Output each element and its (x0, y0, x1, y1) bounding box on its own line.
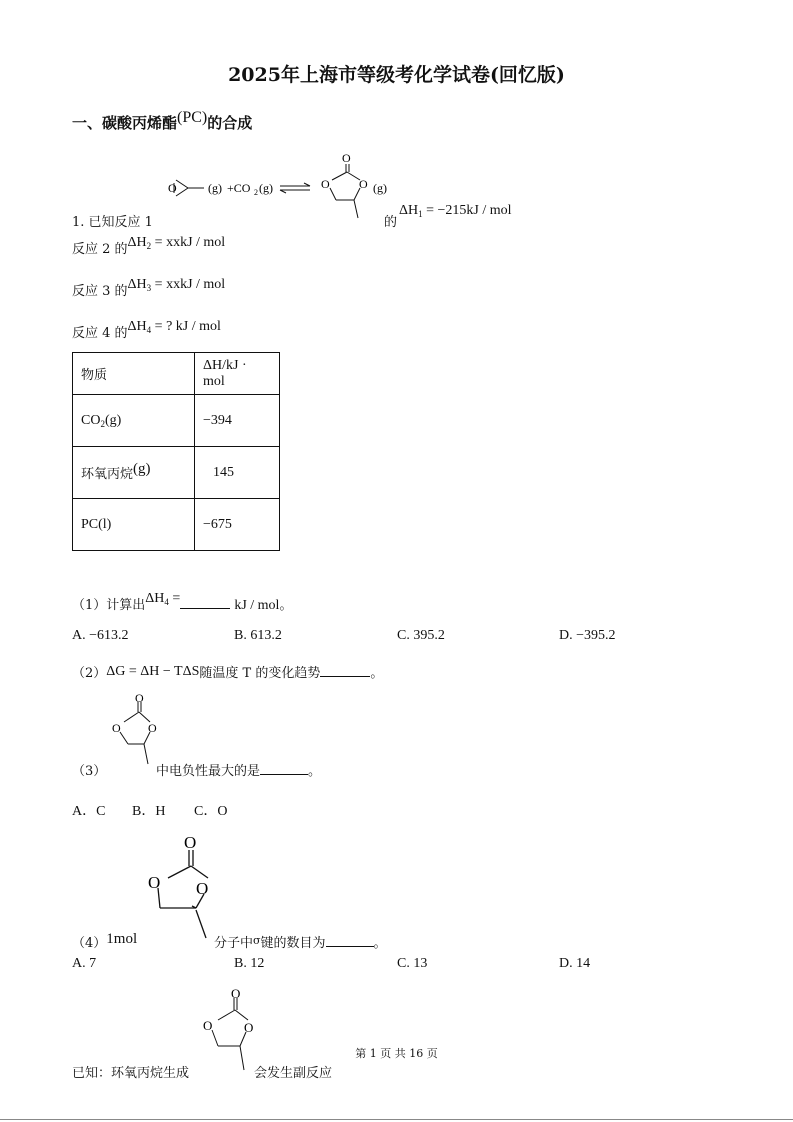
pc-ring-structure (330, 164, 360, 218)
reaction-4-value: = ? kJ / mol (151, 319, 221, 334)
pc-ring-o-left: O (321, 177, 330, 191)
table-row (73, 395, 280, 447)
reaction-2-prefix: 反应 2 的 (72, 242, 128, 257)
substance-state: (l) (98, 516, 112, 532)
reaction-4-line (72, 319, 221, 342)
reaction-4-dh: ΔH (127, 319, 147, 334)
table-cell-value: −675 (195, 499, 280, 551)
reaction-4-sub: 4 (146, 325, 152, 335)
q3-option-b[interactable]: B．H (132, 804, 166, 819)
page-title: 2025年上海市等级考化学试卷(回忆版) (228, 64, 565, 86)
propylene-oxide-structure (174, 180, 204, 196)
table-cell-substance (73, 395, 195, 447)
q2-end: 。 (370, 666, 384, 681)
known-suffix: 会发生副反应 (254, 1066, 333, 1081)
reaction-2-value: = xxkJ / mol (151, 235, 226, 250)
reaction-3-sub: 3 (146, 283, 152, 293)
reaction-3-dh: ΔH (127, 277, 147, 292)
pc-known-o1: O (231, 986, 241, 1001)
substance-state: (g) (133, 460, 151, 477)
pc-known-o3: O (244, 1020, 254, 1035)
equilibrium-arrow-icon (280, 183, 310, 193)
q1-option-d[interactable]: D. −395.2 (559, 628, 616, 643)
co2-sub: 2 (254, 188, 258, 197)
table-cell-value: 145 (195, 447, 280, 499)
table-header-substance: 物质 (73, 353, 195, 395)
pc-small-o2: O (112, 721, 121, 735)
table-row (73, 447, 280, 499)
q4-option-d[interactable]: D. 14 (559, 956, 591, 971)
section-heading-prefix: 一、碳酸丙烯酯 (72, 114, 178, 132)
co2-text: +CO (227, 181, 251, 195)
pc-small-o1: O (135, 691, 144, 705)
q3-answer-blank[interactable] (260, 774, 308, 775)
q4-option-b[interactable]: B. 12 (234, 956, 265, 971)
substance-state: (g) (104, 412, 122, 428)
section-heading-formula: (PC) (177, 109, 208, 126)
pc-large-o3: O (196, 879, 209, 898)
q4-option-c[interactable]: C. 13 (397, 956, 428, 971)
q4-suffix: 键的数目为 (260, 936, 326, 951)
table-cell-value: −394 (195, 395, 280, 447)
q4-structure (140, 830, 220, 949)
q4-prefix: （4） (72, 936, 107, 951)
reaction-2-dh: ΔH (127, 235, 147, 250)
reaction-2-line (72, 235, 226, 258)
pc-ring-o-right: O (359, 177, 368, 191)
q1-sub: 4 (164, 597, 169, 607)
reaction-3-line (72, 277, 226, 300)
q2-prefix: （2） (72, 666, 107, 681)
dh1-sub: 1 (418, 209, 423, 219)
substance-name: 环氧丙烷 (81, 466, 134, 482)
q1-unit: kJ / mol (234, 598, 280, 613)
page-bottom-rule (0, 1119, 793, 1120)
table-header-row (73, 353, 280, 395)
table-cell-substance (73, 447, 195, 499)
q4-prefix-line (72, 932, 137, 952)
section-heading (72, 109, 253, 133)
q1-option-a[interactable]: A. −613.2 (72, 628, 129, 643)
q3-prefix: （3） (72, 764, 107, 779)
q4-mol: 1mol (106, 931, 138, 947)
substance-name: PC (81, 516, 99, 532)
section-heading-suffix: 的合成 (207, 114, 253, 132)
dh1-expression (399, 203, 512, 219)
co2-state: (g) (259, 181, 273, 195)
reaction-3-value: = xxkJ / mol (151, 277, 226, 292)
q3-end: 。 (308, 764, 322, 779)
reaction-scheme-svg (160, 148, 400, 228)
q4-sigma: σ (253, 934, 261, 947)
q3-suffix: 中电负性最大的是 (156, 764, 261, 779)
pc-molecule-small (100, 690, 160, 770)
q3-structure (100, 690, 160, 774)
q4-middle: 分子中 (214, 936, 254, 951)
substance-sub: 2 (100, 418, 105, 429)
q1-dh: ΔH (145, 591, 165, 606)
table-row (73, 499, 280, 551)
q1-eq: = (168, 591, 181, 606)
q2-answer-blank[interactable] (320, 676, 370, 677)
q3-option-a[interactable]: A．C (72, 804, 106, 819)
pc-molecule-known (196, 984, 256, 1080)
pc-small-o3: O (148, 721, 157, 735)
q1-option-c[interactable]: C. 395.2 (397, 628, 445, 643)
known-structure (196, 984, 256, 1084)
q1-option-b[interactable]: B. 613.2 (234, 628, 282, 643)
pc-molecule-large (140, 830, 220, 945)
q1-line (72, 591, 293, 614)
pc-large-o2: O (148, 873, 161, 892)
pc-large-o1: O (184, 833, 197, 852)
reactant-state: (g) (208, 181, 222, 195)
dh1-value: = −215kJ / mol (422, 203, 512, 218)
reaction-4-prefix: 反应 4 的 (72, 326, 128, 341)
q1-answer-blank[interactable] (180, 608, 230, 609)
q2-suffix: 随温度 T 的变化趋势 (199, 666, 321, 681)
q3-line (156, 760, 321, 779)
pc-known-o2: O (203, 1018, 213, 1033)
reaction-3-prefix: 反应 3 的 (72, 284, 128, 299)
known-prefix: 已知：环氧丙烷生成 (72, 1066, 190, 1081)
enthalpy-table (72, 352, 280, 551)
q2-line (72, 662, 383, 682)
epoxide-o-label: O (168, 181, 177, 195)
q4-end: 。 (373, 936, 387, 951)
q4-option-a[interactable]: A. 7 (72, 956, 97, 971)
pc-carbonyl-o: O (342, 151, 351, 165)
q1-intro-label: 1. 已知反应 1 (72, 215, 153, 230)
reaction-2-sub: 2 (146, 241, 152, 251)
q3-option-c[interactable]: C．O (194, 804, 228, 819)
reaction-scheme (160, 148, 400, 232)
q1-intro-de: 的 (384, 215, 398, 230)
page-footer: 第 1 页 共 16 页 (355, 1047, 438, 1060)
substance-name: CO (81, 412, 101, 428)
q2-formula: ΔG = ΔH − TΔS (106, 664, 200, 679)
product-state: (g) (373, 181, 387, 195)
q4-answer-blank[interactable] (326, 946, 374, 947)
q1-prefix: （1）计算出 (72, 598, 146, 613)
q4-line (214, 932, 387, 951)
q1-end: 。 (279, 598, 293, 613)
dh1-symbol: ΔH (399, 203, 419, 218)
table-header-dh: ΔH/kJ · mol (195, 353, 280, 395)
table-cell-substance (73, 499, 195, 551)
